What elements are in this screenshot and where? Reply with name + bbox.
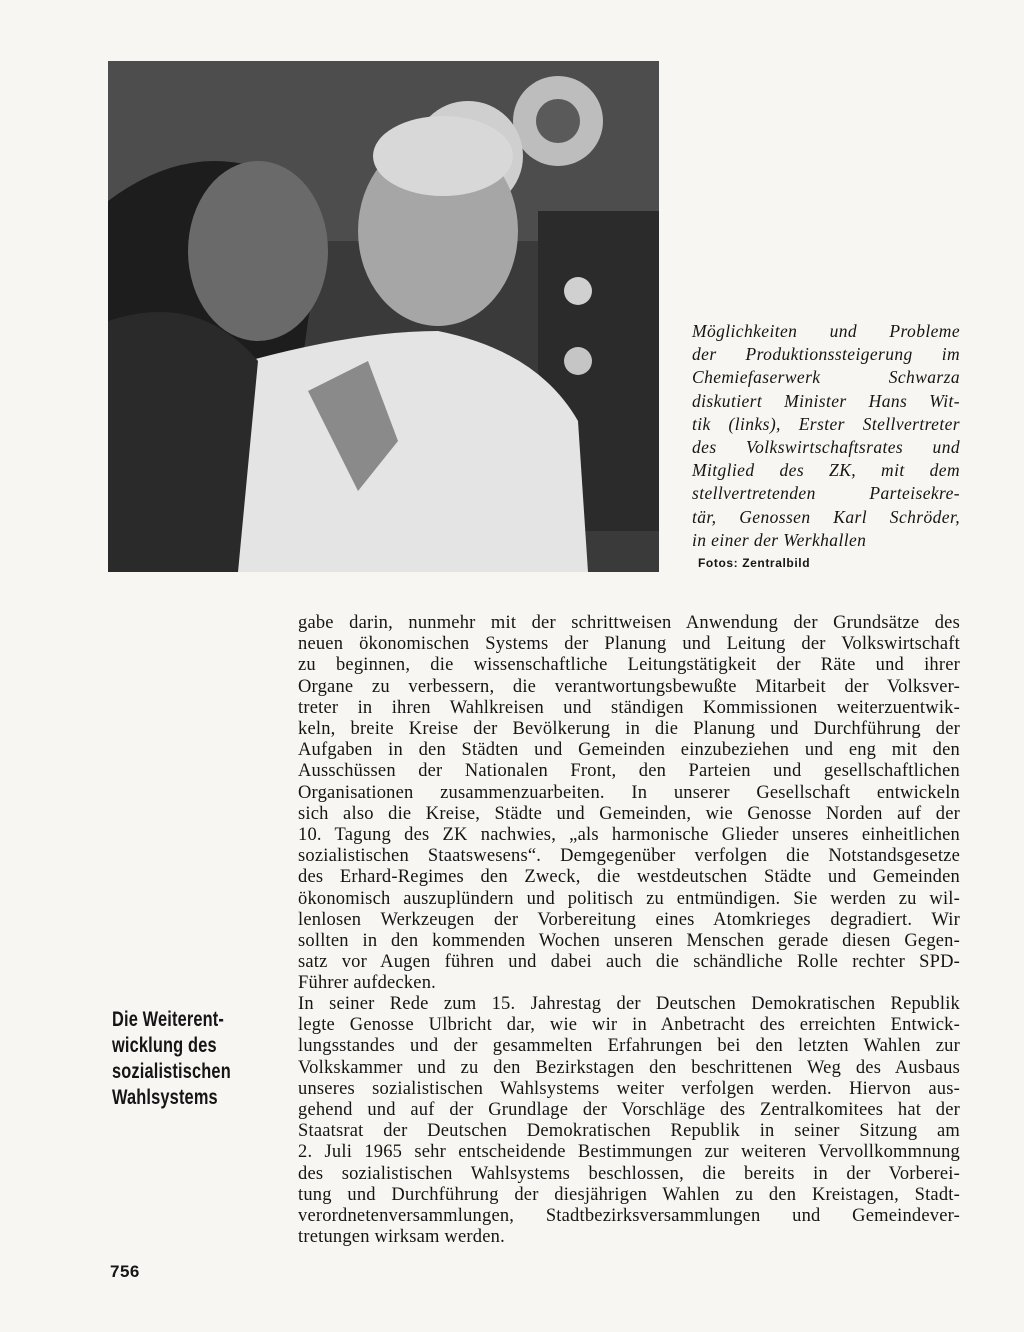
caption-line: tik (links), Erster Stellvertreter <box>692 413 960 434</box>
text-line: unseres sozialistischen Wahlsystems weiter verfolgen werden. Hiervon aus- <box>298 1078 960 1099</box>
caption-line: diskutiert Minister Hans Wit- <box>692 390 960 411</box>
caption-line: tär, Genossen Karl Schröder, <box>692 506 960 527</box>
text-line: 10. Tagung des ZK nachwies, „als harmonische Glieder unseres einheitlichen <box>298 825 960 846</box>
text-line: Organe zu verbessern, die verantwortungsbewußte Mitarbeit der Volksver- <box>298 676 960 697</box>
text-line: satz vor Augen führen und dabei auch die schändliche Rolle rechter SPD- <box>298 952 960 973</box>
heading-line: Die Weiterent- <box>112 1008 225 1031</box>
text-line: Führer aufdecken. <box>298 973 436 994</box>
text-line: legte Genosse Ulbricht dar, wie wir in Anbetracht des erreichten Entwick- <box>298 1015 960 1036</box>
caption-line: in einer der Werkhallen <box>692 529 867 550</box>
text-line: ökonomisch auszuplündern und politisch zu entmündigen. Sie werden zu wil- <box>298 888 960 909</box>
text-line: lungsstandes und der gesammelten Erfahrungen bei den letzten Wahlen zur <box>298 1036 960 1057</box>
text-line: des sozialistischen Wahlsystems beschlossen, die bereits in der Vorberei- <box>298 1163 960 1184</box>
text-line: sollten in den kommenden Wochen unseren Menschen gerade diesen Gegen- <box>298 931 960 952</box>
body-paragraph-2 <box>298 994 960 1248</box>
text-line: Organisationen zusammenzuarbeiten. In unserer Gesellschaft entwickeln <box>298 782 960 803</box>
text-line: Volkskammer und zu den Bezirkstagen den beschrittenen Weg des Ausbaus <box>298 1057 960 1078</box>
heading-line: sozialistischen <box>112 1060 231 1083</box>
page-number: 756 <box>110 1262 140 1281</box>
photo-caption <box>692 320 960 552</box>
text-line: des Erhard-Regimes den Zweck, die westdeutschen Städte und Gemeinden <box>298 867 960 888</box>
heading-line: Wahlsystems <box>112 1086 218 1109</box>
text-line: gehend und auf der Grundlage der Vorschläge des Zentralkomitees hat der <box>298 1100 960 1121</box>
text-line: verordnetenversammlungen, Stadtbezirksversammlungen und Gemeindever- <box>298 1206 960 1227</box>
caption-line: Chemiefaserwerk Schwarza <box>692 367 960 388</box>
text-line: 2. Juli 1965 sehr entscheidende Bestimmungen zur weiteren Vervollkommnung <box>298 1142 960 1163</box>
body-paragraph-1 <box>298 613 960 995</box>
photo <box>108 61 659 572</box>
heading-line: wicklung des <box>112 1034 217 1057</box>
photo-two-men-icon <box>108 61 659 572</box>
text-line: gabe darin, nunmehr mit der schrittweisen Anwendung der Grundsätze des <box>298 613 960 633</box>
caption-line: Möglichkeiten und Probleme <box>692 321 960 341</box>
text-line: neuen ökonomischen Systems der Planung und Leitung der Volkswirtschaft <box>298 634 960 655</box>
text-line: treter in ihren Wahlkreisen und ständigen Kommissionen weiterzuentwik- <box>298 697 960 718</box>
text-line: In seiner Rede zum 15. Jahrestag der Deutschen Demokratischen Republik <box>298 994 960 1014</box>
caption-line: Mitglied des ZK, mit dem <box>692 460 960 481</box>
caption-line: der Produktionssteigerung im <box>692 344 960 365</box>
text-line: tretungen wirksam werden. <box>298 1227 505 1248</box>
text-line: zu beginnen, die wissenschaftliche Leitungstätigkeit der Räte und ihrer <box>298 655 960 676</box>
text-line: Aufgaben in den Städten und Gemeinden einzubeziehen und eng mit den <box>298 740 960 761</box>
caption-line: stellvertretenden Parteisekre- <box>692 483 960 504</box>
text-line: lenlosen Werkzeugen der Vorbereitung eines Atomkrieges degradiert. Wir <box>298 909 960 930</box>
text-line: sich also die Kreise, Städte und Gemeinden, wie Genosse Norden auf der <box>298 803 960 824</box>
caption-line: des Volkswirtschaftsrates und <box>692 437 960 458</box>
text-line: Staatsrat der Deutschen Demokratischen Republik in seiner Sitzung am <box>298 1121 960 1142</box>
text-line: Ausschüssen der Nationalen Front, den Parteien und gesellschaftlichen <box>298 761 960 782</box>
text-line: sozialistischen Staatswesens“. Demgegenüber verfolgen die Notstandsgesetze <box>298 846 960 867</box>
photo-credit: Fotos: Zentralbild <box>698 556 811 570</box>
text-line: keln, breite Kreise der Bevölkerung in die Planung und Durchführung der <box>298 719 960 740</box>
section-heading <box>112 1007 237 1111</box>
text-line: tung und Durchführung der diesjährigen Wahlen zu den Kreistagen, Stadt- <box>298 1184 960 1205</box>
